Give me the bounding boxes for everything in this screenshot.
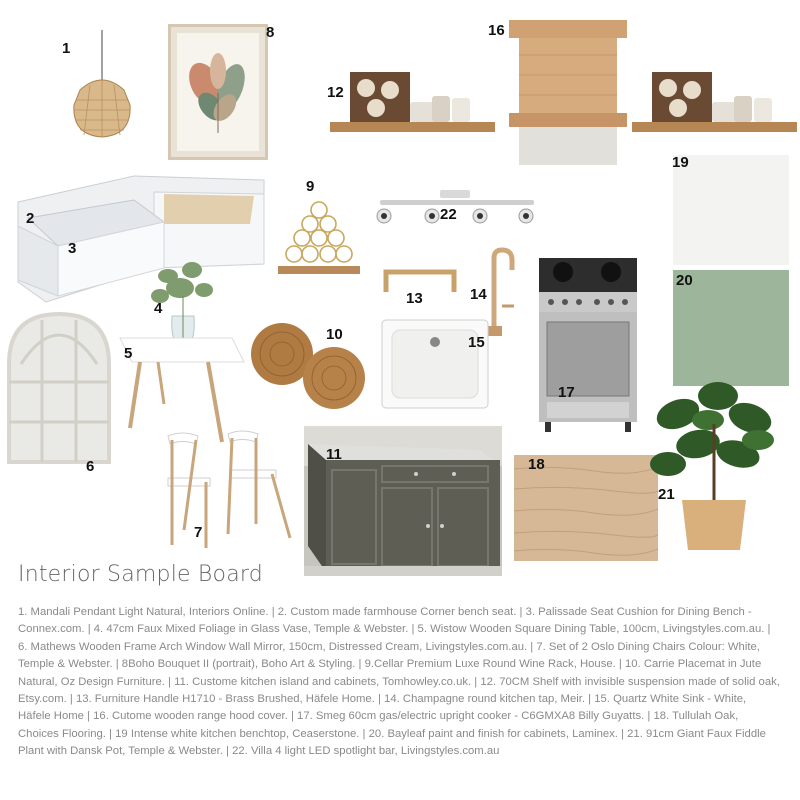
label-number-7: 7 <box>194 524 203 541</box>
label-number-11: 11 <box>326 446 342 463</box>
label-number-5: 5 <box>124 345 133 362</box>
spotlight-bar-image <box>374 186 540 226</box>
fiddle-plant-image <box>648 374 778 552</box>
board-title: Interior Sample Board <box>18 562 263 587</box>
label-number-9: 9 <box>306 178 315 195</box>
boho-art-print-image <box>168 24 268 160</box>
label-number-20: 20 <box>676 272 693 289</box>
label-number-18: 18 <box>528 456 545 473</box>
label-number-19: 19 <box>672 154 689 171</box>
board-description: 1. Mandali Pendant Light Natural, Interiors Online. | 2. Custom made farmhouse Corner bench seat. | 3. Palissade Seat Cushion for Dining Bench - Connex.com. | 4. 47cm Faux Mixed Foliage in Glass Vase, Temple & Webster. | 5. Wistow Wooden Square Dining Table, 100cm, Livingstyles.com.au. | 6. Mathews Wooden Frame Arch Window Wall Mirror, 150cm, Distressed Cream, Livingstyles.com.au. | 7. Set of 2 Oslo Dining Chairs Colour: White, Temple & Webster. | 8Boho Bouquet II (portrait), Boho Art & Styling. | 9.Cellar Premium Luxe Round Wine Rack, House. | 10. Carrie Placemat in Jute Natural, Oz Design Furniture. | 11. Custome kitchen island and cabinets, Tomhowley.co.uk. | 12. 70CM Shelf with invisible suspension made of solid oak, Etsy.com. | 13. Furniture Handle H1710 - Brass Brushed, Häfele Home. | 14. Champagne round kitchen tap, Meir. | 15. Quartz White Sink - White, Häfele Home | 16. Cutome wooden range hood cover. | 17. Smeg 60cm gas/electric upright cooker - C6GMXA8 Billy Guyatts. | 18. Tullulah Oak, Choices Flooring. | 19 Intense white kitchen benchtop, Ceaserstone. | 20. Bayleaf paint and finish for cabinets, Laminex. | 21. 91cm Giant Faux Fiddle Plant with Dansk Pot, Temple & Webster. | 22. Villa 4 light LED spotlight bar, Livingstyles.com.au <box>18 606 780 758</box>
oslo-chairs-image <box>160 430 296 550</box>
label-number-12: 12 <box>327 84 344 101</box>
white-benchtop-swatch <box>673 155 789 265</box>
arch-mirror-image <box>7 312 111 464</box>
label-number-3: 3 <box>68 240 77 257</box>
label-number-15: 15 <box>468 334 485 351</box>
label-number-6: 6 <box>86 458 95 475</box>
wine-rack-image <box>274 198 364 280</box>
label-number-17: 17 <box>558 384 575 401</box>
label-number-8: 8 <box>266 24 275 41</box>
jute-placemats-image <box>250 320 366 412</box>
label-number-2: 2 <box>26 210 35 227</box>
oak-shelf-image-left <box>330 68 495 140</box>
smeg-cooker-image <box>537 258 639 434</box>
oak-shelf-image-right <box>632 68 797 140</box>
label-number-21: 21 <box>658 486 675 503</box>
label-number-1: 1 <box>62 40 71 57</box>
label-number-10: 10 <box>326 326 343 343</box>
corner-bench-image <box>14 172 268 306</box>
range-hood-image <box>505 20 631 165</box>
quartz-sink-image <box>380 318 490 410</box>
label-number-4: 4 <box>154 300 163 317</box>
label-number-16: 16 <box>488 22 505 39</box>
label-number-13: 13 <box>406 290 423 307</box>
label-number-14: 14 <box>470 286 487 303</box>
label-number-22: 22 <box>440 206 457 223</box>
